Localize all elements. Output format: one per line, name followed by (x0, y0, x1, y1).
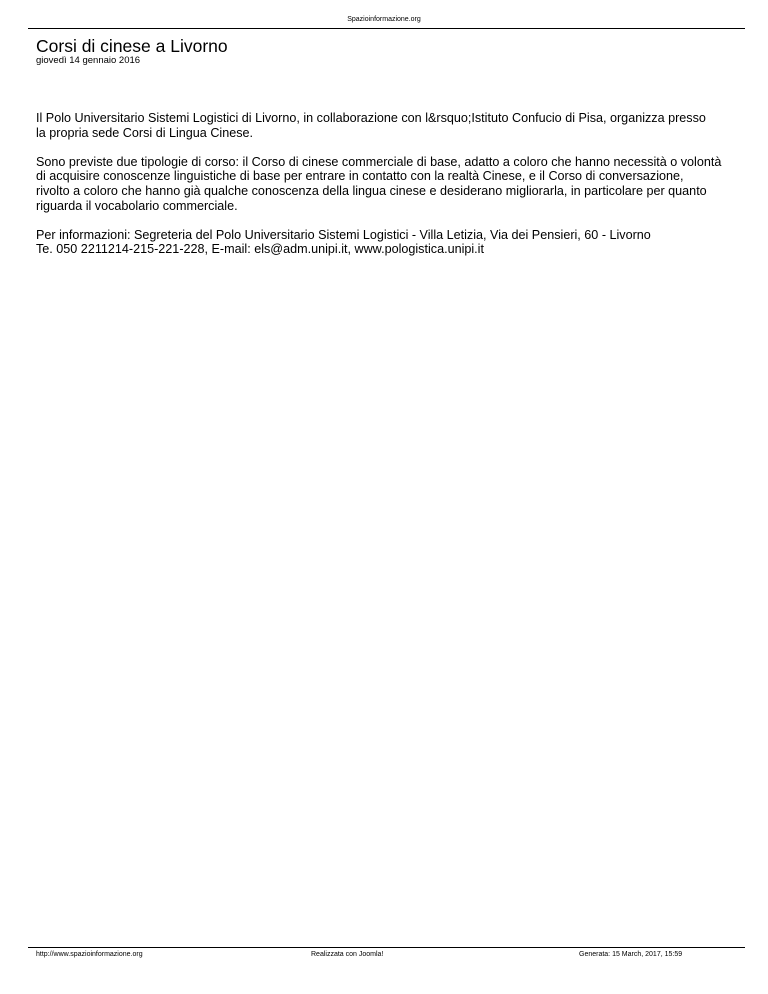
footer-generated-date: Generata: 15 March, 2017, 15:59 (579, 951, 683, 958)
article-body (36, 111, 741, 272)
paragraph-intro (36, 111, 741, 140)
paragraph-course-types (36, 155, 741, 213)
header-divider (28, 28, 745, 29)
paragraph-contact-info (36, 228, 741, 257)
text-line: riguarda il vocabolario commerciale. (36, 198, 238, 213)
article-title: Corsi di cinese a Livorno (36, 36, 228, 56)
text-line: la propria sede Corsi di Lingua Cinese. (36, 125, 254, 140)
footer-divider (28, 947, 745, 948)
text-line: Te. 050 2211214-215-221-228, E-mail: els@adm.unipi.it, www.pologistica.unipi.it (36, 242, 484, 257)
text-line: Il Polo Universitario Sistemi Logistici di Livorno, in collaborazione con l&rsquo;Istituto Confucio di Pisa, organizza presso (36, 111, 706, 125)
text-line: Sono previste due tipologie di corso: il Corso di cinese commerciale di base, adatto a coloro che hanno necessità o volontà (36, 154, 722, 169)
footer-powered-by: Realizzata con Joomla! (311, 951, 384, 958)
footer (0, 950, 768, 960)
site-header: Spazioinformazione.org (347, 16, 421, 23)
text-line: Per informazioni: Segreteria del Polo Universitario Sistemi Logistici - Villa Letizia, Via dei Pensieri, 60 - Livorno (36, 227, 651, 242)
footer-site-url[interactable]: http://www.spazioinformazione.org (36, 951, 143, 958)
text-line: rivolto a coloro che hanno già qualche conoscenza della lingua cinese e desiderano migliorarla, in particolare per quanto (36, 183, 707, 198)
text-line: di acquisire conoscenze linguistiche di base per entrare in contatto con la realtà Cinese, e il Corso di conversazione, (36, 169, 684, 184)
article-date: giovedì 14 gennaio 2016 (36, 55, 141, 66)
